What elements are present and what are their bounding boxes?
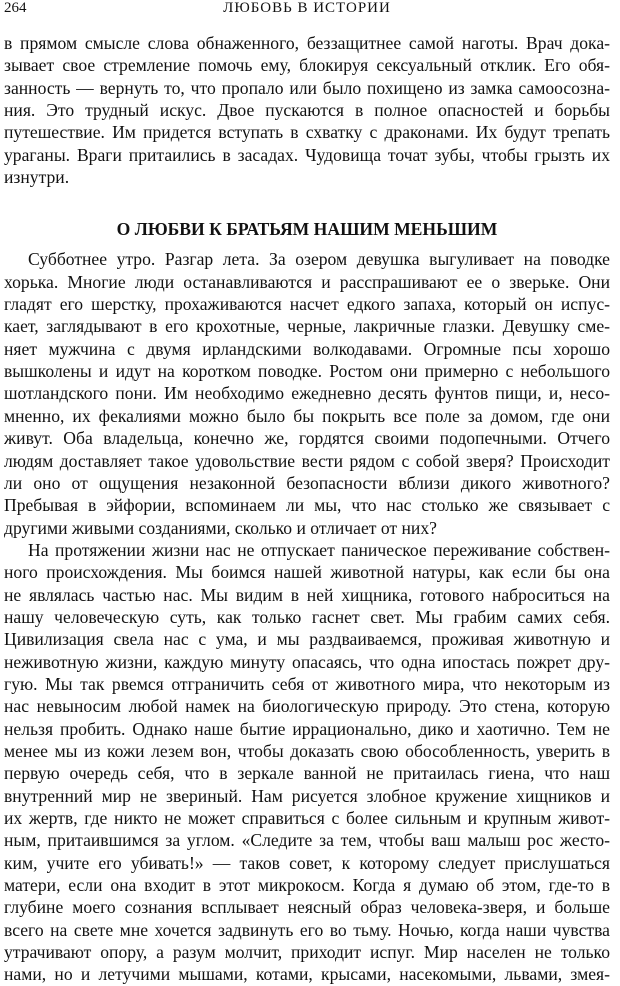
- text-line: путешествие. Им придется вступать в схватку с драконами. Их будут трепать: [4, 122, 610, 143]
- text-line: людям доставляет такое удовольствие вести рядом с собой зверя? Происходит: [4, 450, 610, 471]
- text-line: нельзя пробить. Однако наше бытие иррационально, дико и хаотично. Тем не: [4, 718, 610, 739]
- text-line: ния. Это трудный искус. Двое пускаются в полное опасностей и борьбы: [4, 100, 610, 121]
- text-line: нами, но и летучими мышами, котами, крысами, насекомыми, львами, змея-: [4, 964, 610, 985]
- text-line: гую. Мы так рвемся отграничить себя от животного мира, что некоторым из: [4, 673, 610, 694]
- text-line: их жертв, где никто не может справиться с более сильным и крупным живот-: [4, 808, 610, 828]
- text-line: другими живыми созданиями, сколько и отличает от них?: [4, 517, 437, 538]
- running-title: ЛЮБОВЬ В ИСТОРИИ: [223, 0, 391, 16]
- text-line: внутренний мир не звериный. Нам рисуется злобное кружение хищников и: [4, 785, 610, 806]
- text-line: занность — вернуть то, что пропало или было похищено из замка самоосозна-: [4, 77, 610, 98]
- text-line: хорька. Многие люди останавливаются и расспрашивают ее о зверьке. Они: [4, 271, 610, 292]
- text-line: гладят его шерстку, прохаживаются насчет едкого запаха, который он испус-: [4, 294, 610, 315]
- text-line: глубине моего сознания всплывает неясный образ человека-зверя, и больше: [4, 897, 610, 918]
- page-body: [4, 32, 610, 986]
- page-header: [4, 0, 610, 22]
- paragraph-2: [4, 248, 610, 538]
- text-line: Цивилизация свела нас с ума, и мы раздваиваемся, проживая животную и: [4, 629, 610, 650]
- text-line: матери, если она входит в этот микрокосм. Когда я думаю об этом, где-то в: [4, 875, 610, 896]
- text-line: изнутри.: [4, 167, 70, 188]
- text-line: вышколены и идут на коротком поводке. Ростом они примерно с небольшого: [4, 361, 610, 382]
- text-line: утрачивают опору, а разум молчит, приходит испуг. Мир населен не только: [4, 942, 610, 963]
- text-line: живут. Оба владельца, конечно же, гордятся своими подопечными. Отчего: [4, 428, 610, 449]
- text-line: няет мужчина с двумя ирландскими волкодавами. Огромные псы хорошо: [4, 338, 610, 359]
- paragraph-1: [4, 32, 610, 188]
- paragraph-3: [4, 539, 610, 986]
- text-line: неживотную жизни, каждую минуту опасаясь, что одна ипостась пожрет дру-: [4, 651, 610, 672]
- section-heading: О ЛЮБВИ К БРАТЬЯМ НАШИМ МЕНЬШИМ: [116, 219, 498, 240]
- text-line: ным, притаившимся за углом. «Следите за тем, чтобы ваш малыш рос жесто-: [4, 830, 610, 851]
- text-line: в прямом смысле слова обнаженного, беззащитнее самой наготы. Врач дока-: [4, 33, 610, 53]
- text-line: нашу человеческую суть, как только гаснет свет. Мы грабим самих себя.: [4, 606, 610, 627]
- text-line: менее мы из кожи лезем вон, чтобы доказать свою обособленность, уверить в: [4, 740, 610, 761]
- text-line: кает, заглядывают в его крохотные, черные, лакричные глазки. Девушку сме-: [4, 316, 610, 337]
- text-line: не являлась частью нас. Мы видим в ней хищника, готового наброситься на: [4, 584, 610, 605]
- text-line: ким, учите его убивать!» — таков совет, к которому следует прислушаться: [4, 852, 610, 873]
- text-line: ураганы. Враги притаились в засадах. Чудовища точат зубы, чтобы грызть их: [4, 144, 610, 165]
- text-line: Пребывая в эйфории, вспоминаем ли мы, что нас столько же связывает с: [4, 495, 610, 516]
- section-gap: [4, 188, 610, 216]
- text-line: зывает свое стремление помочь ему, блокируя сексуальный отклик. Его обя-: [4, 55, 610, 76]
- text-line: Субботнее утро. Разгар лета. За озером девушка выгуливает на поводке: [28, 249, 610, 270]
- text-line: ли оно от ощущения незаконной безопасности вблизи дикого животного?: [4, 472, 610, 493]
- text-line: мненно, их фекалиями можно было бы покрыть все поле за домом, где они: [4, 405, 610, 426]
- text-line: ного происхождения. Мы боимся нашей животной натуры, как если бы она: [4, 562, 610, 583]
- text-line: шотландского пони. Им необходимо ежедневно десять фунтов пищи, и, несо-: [4, 383, 610, 404]
- text-line: всего на свете мне хочется задвинуть его во тьму. Ночью, когда наши чувства: [4, 919, 610, 940]
- page-number: 264: [4, 0, 27, 16]
- text-line: На протяжении жизни нас не отпускает паническое переживание собствен-: [28, 539, 610, 560]
- text-line: нас невыносим любой намек на биологическую природу. Это стена, которую: [4, 696, 610, 717]
- text-line: первую очередь себя, что в зеркале ванной не притаилась гиена, что наш: [4, 763, 610, 784]
